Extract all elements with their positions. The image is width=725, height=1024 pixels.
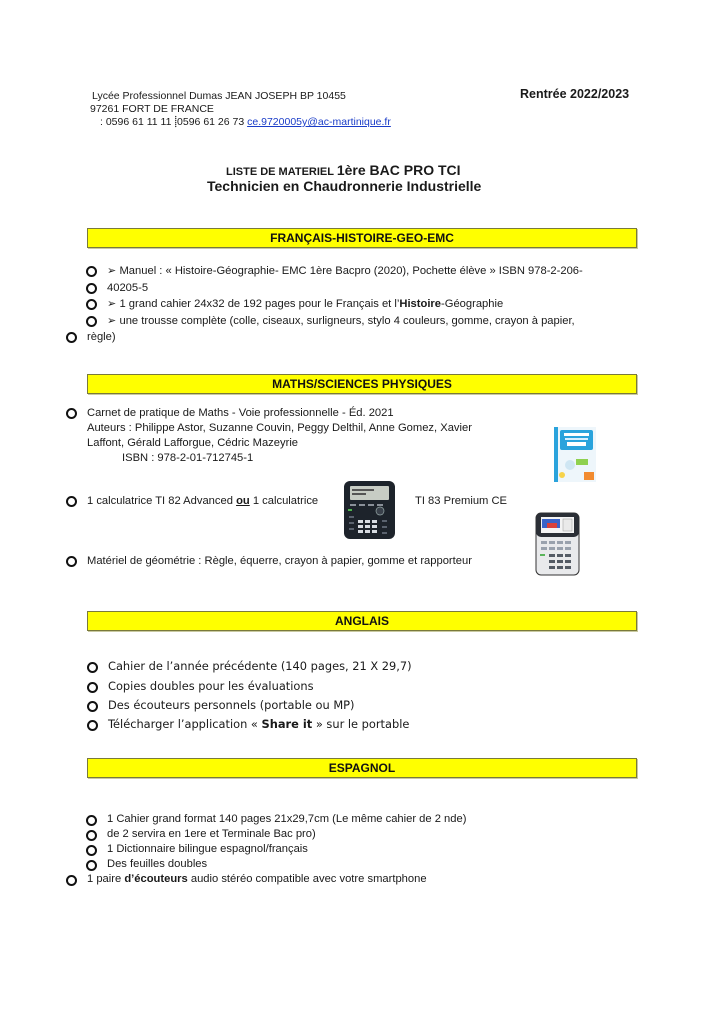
app-name: Share it	[261, 717, 313, 731]
calculator-alt: TI 83 Premium CE	[415, 495, 508, 507]
email-link[interactable]: ce.9720005y@ac-martinique.fr	[247, 116, 391, 128]
calculator-ti82-image	[342, 480, 397, 540]
list-item: règle)	[87, 331, 116, 343]
title-prefix: LISTE DE MATERIEL	[226, 166, 334, 178]
list-item	[108, 717, 409, 731]
item-bold-text: Histoire	[399, 298, 442, 310]
document-title	[226, 162, 461, 178]
bullet-icon	[86, 283, 97, 294]
item-text: 1 paire	[87, 873, 125, 885]
school-name: Lycée Professionnel Dumas JEAN JOSEPH BP 10455	[92, 90, 346, 102]
book-isbn: ISBN : 978-2-01-712745-1	[122, 452, 254, 464]
bullet-icon	[87, 662, 98, 673]
section-heading-anglais: ANGLAIS	[87, 611, 637, 631]
section-heading-francais: FRANÇAIS-HISTOIRE-GEO-EMC	[87, 228, 637, 248]
bullet-icon	[66, 496, 77, 507]
book-authors-cont: Laffont, Gérald Lafforgue, Cédric Mazeyrie	[87, 437, 299, 449]
bullet-icon	[87, 682, 98, 693]
list-item: Matériel de géométrie : Règle, équerre, crayon à papier, gomme et rapporteur	[87, 555, 472, 567]
calculator-icon	[342, 480, 397, 540]
phone-numbers: : 0596 61 11 11 ⸽0596 61 26 73	[100, 116, 245, 128]
list-item: de 2 servira en 1ere et Terminale Bac pro)	[107, 828, 316, 840]
book-cover-image	[554, 427, 596, 482]
bullet-icon	[86, 860, 97, 871]
school-city: 97261 FORT DE FRANCE	[90, 103, 214, 115]
item-text: 1 calculatrice	[249, 495, 319, 507]
bullet-icon	[87, 720, 98, 731]
list-item: Des feuilles doubles	[107, 858, 208, 870]
list-item: 1 Dictionnaire bilingue espagnol/français	[107, 843, 308, 855]
item-text: Télécharger l’application «	[108, 717, 262, 731]
calculator-ti83-image	[535, 512, 580, 576]
item-text: -Géographie	[441, 298, 504, 310]
bullet-icon	[86, 845, 97, 856]
bullet-icon	[86, 299, 97, 310]
item-text: 1 calculatrice TI 82 Advanced	[87, 495, 237, 507]
school-contact	[100, 115, 391, 129]
bullet-icon	[86, 316, 97, 327]
list-item: 40205-5	[107, 282, 149, 294]
item-underlined-text: ou	[236, 495, 250, 507]
school-year: Rentrée 2022/2023	[520, 87, 630, 101]
list-item: 1 Cahier grand format 140 pages 21x29,7cm (Le même cahier de 2 nde)	[107, 813, 467, 825]
section-heading-maths: MATHS/SCIENCES PHYSIQUES	[87, 374, 637, 394]
bullet-icon	[86, 815, 97, 826]
list-item	[107, 297, 503, 311]
calculator-icon	[535, 512, 580, 576]
section-heading-espagnol: ESPAGNOL	[87, 758, 637, 778]
item-text: » sur le portable	[312, 717, 410, 731]
list-item: Copies doubles pour les évaluations	[108, 679, 314, 693]
bullet-icon	[66, 875, 77, 886]
list-item: ➢ Manuel : « Histoire-Géographie- EMC 1ère Bacpro (2020), Pochette élève » ISBN 978-2-206-	[107, 265, 583, 277]
book-authors: Auteurs : Philippe Astor, Suzanne Couvin, Peggy Delthil, Anne Gomez, Xavier	[87, 422, 472, 434]
list-item: ➢ une trousse complète (colle, ciseaux, surligneurs, stylo 4 couleurs, gomme, crayon à papier,	[107, 315, 575, 327]
bullet-icon	[87, 701, 98, 712]
item-text: ➢ 1 grand cahier 24x32 de 192 pages pour le Français et l’	[107, 298, 400, 310]
item-text: audio stéréo compatible avec votre smartphone	[187, 873, 427, 885]
list-item: Des écouteurs personnels (portable ou MP)	[108, 698, 355, 712]
list-item: Cahier de l’année précédente (140 pages, 21 X 29,7)	[108, 659, 412, 673]
book-title: Carnet de pratique de Maths - Voie professionnelle - Éd. 2021	[87, 407, 394, 419]
bullet-icon	[66, 408, 77, 419]
list-item	[87, 872, 427, 886]
title-class: 1ère BAC PRO TCI	[336, 162, 461, 178]
bullet-icon	[86, 266, 97, 277]
bullet-icon	[66, 556, 77, 567]
calculator-item	[87, 494, 318, 508]
document-subtitle: Technicien en Chaudronnerie Industrielle	[207, 178, 482, 194]
item-bold-text: d’écouteurs	[124, 873, 188, 885]
book-cover-icon	[554, 427, 596, 482]
bullet-icon	[86, 830, 97, 841]
bullet-icon	[66, 332, 77, 343]
